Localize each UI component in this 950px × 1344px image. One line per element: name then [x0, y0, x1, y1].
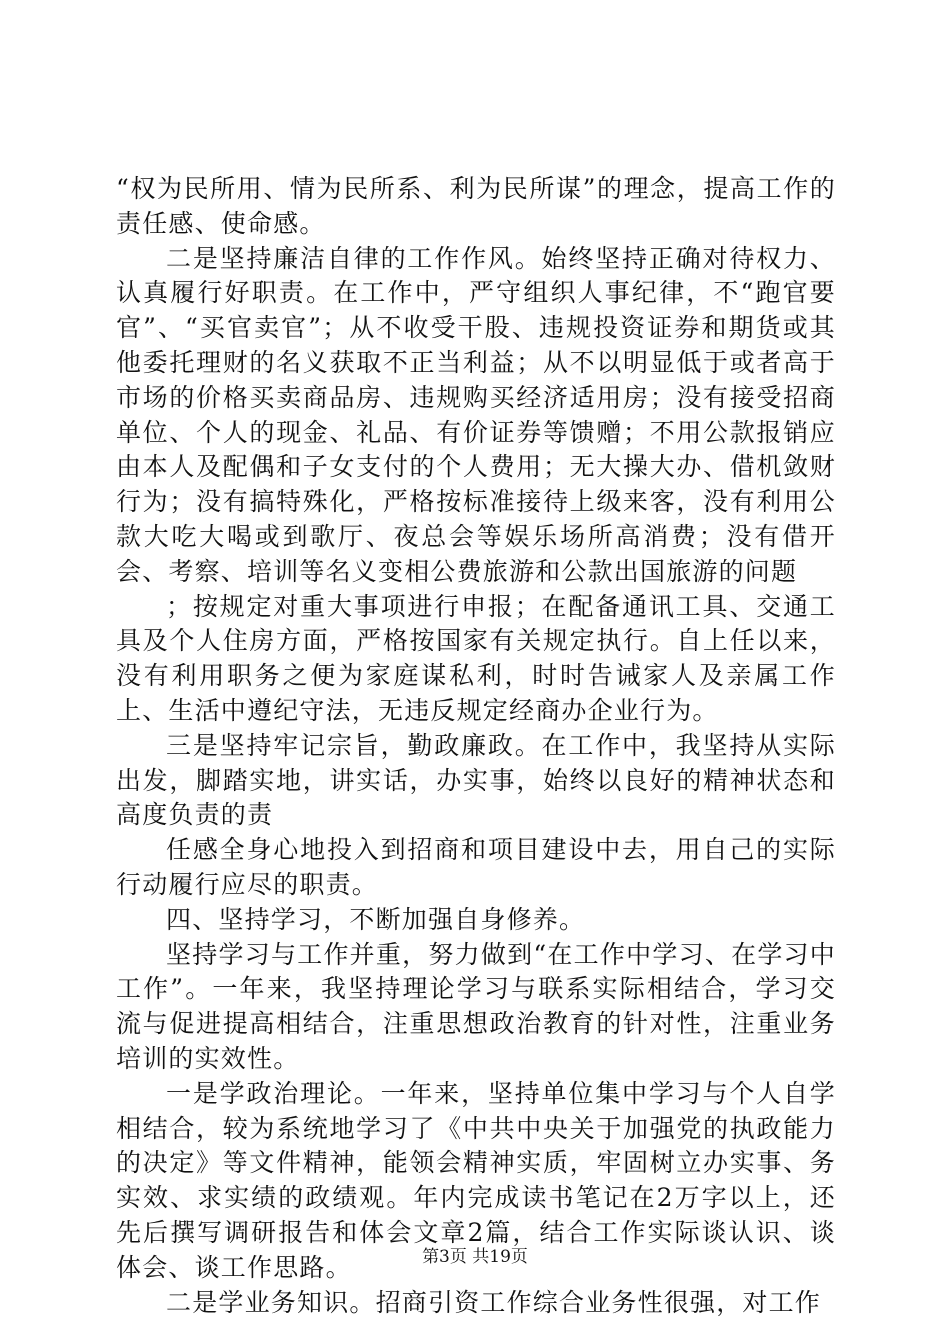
paragraph-9: 二是学业务知识。招商引资工作综合业务性很强，对工作: [166, 1287, 822, 1317]
section-heading: 四、坚持学习，不断加强自身修养。: [166, 904, 586, 934]
paragraph-3: ；按规定对重大事项进行申报；在配备通讯工具、交通工具及个人住房方面，严格按国家有关规定执行。自上任以来，没有利用职务之便为家庭谋私利，时时告诫家人及亲属工作上、生活中遵纪守法，无违反规定经商办企业行为。: [116, 591, 836, 725]
document-body: [116, 172, 836, 1320]
paragraph-2: 二是坚持廉洁自律的工作作风。始终坚持正确对待权力、认真履行好职责。在工作中，严守组织人事纪律，不“跑官要官”、“买官卖官”；从不收受干股、违规投资证券和期货或其他委托理财的名义获取不正当利益；从不以明显低于或者高于市场的价格买卖商品房、违规购买经济适用房；没有接受招商单位、个人的现金、礼品、有价证券等馈赠；不用公款报销应由本人及配偶和子女支付的个人费用；无大操大办、借机敛财行为；没有搞特殊化，严格按标准接待上级来客，没有利用公款大吃大喝或到歌厅、夜总会等娱乐场所高消费；没有借开会、考察、培训等名义变相公费旅游和公款出国旅游的问题: [116, 243, 836, 586]
paragraph-7: 坚持学习与工作并重，努力做到“在工作中学习、在学习中工作”。一年来，我坚持理论学习与联系实际相结合，学习交流与促进提高相结合，注重思想政治教育的针对性，注重业务培训的实效性。: [116, 939, 836, 1073]
paragraph-8: 一是学政治理论。一年来，坚持单位集中学习与个人自学相结合，较为系统地学习了《中共中央关于加强党的执政能力的决定》等文件精神，能领会精神实质，牢固树立办实事、务实效、求实绩的政绩观。年内完成读书笔记在2万字以上，还先后撰写调研报告和体会文章2篇，结合工作实际谈认识、谈体会、谈工作思路。: [116, 1078, 836, 1282]
paragraph-5: 任感全身心地投入到招商和项目建设中去，用自己的实际行动履行应尽的职责。: [116, 835, 836, 899]
paragraph-4: 三是坚持牢记宗旨，勤政廉政。在工作中，我坚持从实际出发，脚踏实地，讲实话，办实事，始终以良好的精神状态和高度负责的责: [116, 730, 836, 830]
paragraph-1: “权为民所用、情为民所系、利为民所谋”的理念，提高工作的责任感、使命感。: [116, 174, 836, 238]
page-number-footer: 第3页 共19页: [422, 1247, 528, 1267]
